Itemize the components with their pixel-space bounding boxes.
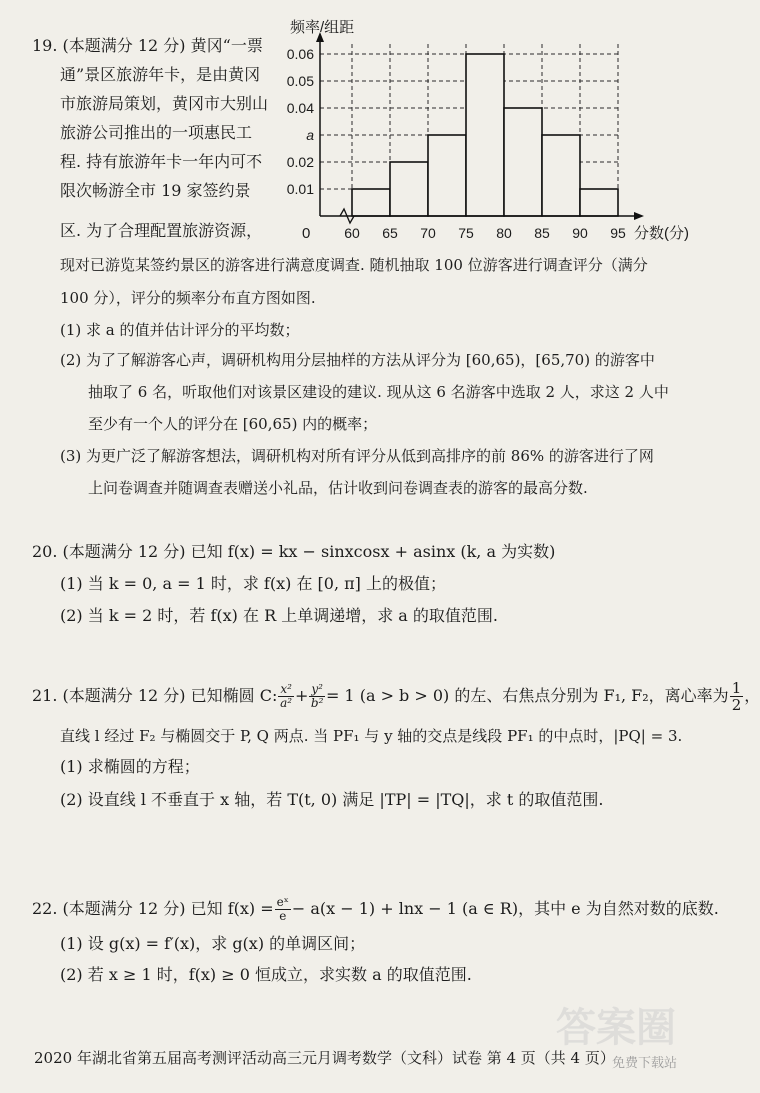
page-footer: 2020 年湖北省第五届高考测评活动高三元月调考数学（文科）试卷 第 4 页（共 4 页） — [34, 1049, 615, 1067]
q20-sub2: (2) 当 k = 2 时，若 f(x) 在 R 上单调递增，求 a 的取值范围. — [60, 606, 498, 625]
q21-frac-y — [309, 683, 325, 710]
q19-sub2-line: 至少有一个人的评分在 [60,65) 内的概率； — [88, 415, 378, 433]
frac-numerator: eˣ — [276, 895, 289, 909]
q19-line: 旅游公司推出的一项惠民工 — [60, 123, 253, 142]
frac-numerator: 1 — [731, 679, 742, 697]
q19-line: 100 分），评分的频率分布直方图如图. — [60, 289, 316, 307]
q22-head-b: − a(x − 1) + lnx − 1 (a ∈ R)，其中 e 为自然对数的底数. — [291, 899, 719, 918]
q19-line: 通”景区旅游年卡，是由黄冈 — [60, 65, 261, 84]
frac-numerator: y² — [311, 682, 323, 696]
y-tick-label: a — [306, 127, 314, 143]
y-tick-label: 0.04 — [286, 100, 314, 116]
q21-sub1: (1) 求椭圆的方程； — [60, 757, 200, 776]
q20-head: 20. (本题满分 12 分) 已知 f(x) = kx − sinxcosx + asinx (k, a 为实数) — [32, 542, 556, 561]
histogram-bar — [390, 162, 428, 216]
frac-denominator: 2 — [731, 696, 742, 714]
histogram-bar — [466, 54, 504, 216]
q21-comma: ， — [744, 686, 760, 705]
watermark-logo: 答案圈 — [556, 1006, 676, 1050]
origin-label: 0 — [302, 225, 311, 242]
q19-line: 市旅游局策划，黄冈市大别山 — [60, 94, 269, 113]
q19-line: 现对已游览某签约景区的游客进行满意度调查. 随机抽取 100 位游客进行调查评分（满分 — [60, 256, 648, 274]
q22-frac — [275, 896, 291, 923]
histogram-bar — [504, 108, 542, 216]
q19-sub3-line: 上问卷调查并随调查表赠送小礼品，估计收到问卷调查表的游客的最高分数. — [88, 479, 588, 497]
y-tick-label: 0.02 — [286, 154, 314, 170]
frac-denominator: e — [279, 909, 287, 923]
y-tick-label: 0.06 — [286, 46, 314, 62]
histogram-bar — [542, 135, 580, 216]
y-tick-label: 0.01 — [286, 181, 314, 197]
q19-line: 区. 为了合理配置旅游资源， — [60, 221, 263, 240]
y-axis-label: 频率/组距 — [290, 19, 355, 36]
x-tick-label: 95 — [610, 225, 626, 241]
q21-head-a: 21. (本题满分 12 分) 已知椭圆 C: — [32, 686, 278, 705]
x-axis-unit-label: 分数(分) — [634, 225, 689, 242]
x-tick-label: 60 — [344, 225, 360, 241]
histogram-bar — [428, 135, 466, 216]
histogram-bar — [352, 189, 390, 216]
q22-head-a: 22. (本题满分 12 分) 已知 f(x) = — [32, 899, 274, 918]
q19-line: 限次畅游全市 19 家签约景 — [60, 181, 251, 200]
q22-sub2: (2) 若 x ≥ 1 时，f(x) ≥ 0 恒成立，求实数 a 的取值范围. — [60, 965, 472, 984]
x-tick-label: 70 — [420, 225, 436, 241]
q19-line: 程. 持有旅游年卡一年内可不 — [60, 152, 263, 171]
q20-sub1: (1) 当 k = 0, a = 1 时，求 f(x) 在 [0, π] 上的极值； — [60, 574, 446, 593]
histogram-bar — [580, 189, 618, 216]
x-tick-label: 85 — [534, 225, 550, 241]
q19-line: 19. (本题满分 12 分) 黄冈“一票 — [32, 36, 263, 55]
q21-plus: + — [294, 686, 309, 705]
q19-sub2-line: 抽取了 6 名，听取他们对该景区建设的建议. 现从这 6 名游客中选取 2 人，求这 2 人中 — [88, 383, 669, 401]
q19-sub1: (1) 求 a 的值并估计评分的平均数； — [60, 321, 300, 339]
x-tick-labels — [344, 225, 626, 241]
x-axis-arrow — [634, 212, 644, 220]
q22-sub1: (1) 设 g(x) = f′(x)，求 g(x) 的单调区间； — [60, 934, 366, 953]
watermark-site: 免费下载站 — [612, 1055, 678, 1070]
x-tick-label: 75 — [458, 225, 474, 241]
frac-denominator: a² — [280, 696, 293, 710]
q22-head — [32, 896, 719, 923]
q21-head — [32, 680, 760, 713]
q19-sub2-line: (2) 为了了解游客心声，调研机构用分层抽样的方法从评分为 [60,65)，[65,70) 的游客中 — [60, 351, 655, 369]
x-tick-label: 90 — [572, 225, 588, 241]
q21-head-b: = 1 (a > b > 0) 的左、右焦点分别为 F₁, F₂，离心率为 — [325, 686, 729, 705]
x-tick-label: 80 — [496, 225, 512, 241]
frac-denominator: b² — [310, 696, 324, 710]
x-tick-label: 65 — [382, 225, 398, 241]
q21-line2: 直线 l 经过 F₂ 与椭圆交于 P, Q 两点. 当 PF₁ 与 y 轴的交点是线段 PF₁ 的中点时，|PQ| = 3. — [60, 727, 683, 745]
frequency-histogram — [276, 18, 720, 244]
q21-frac-e — [730, 680, 744, 713]
y-tick-labels — [287, 46, 314, 197]
q21-frac-x — [278, 683, 294, 710]
q21-sub2: (2) 设直线 l 不垂直于 x 轴，若 T(t, 0) 满足 |TP| = |TQ|，求 t 的取值范围. — [60, 790, 604, 809]
frac-numerator: x² — [280, 682, 292, 696]
q19-sub3-line: (3) 为更广泛了解游客想法，调研机构对所有评分从低到高排序的前 86% 的游客进行了网 — [60, 447, 654, 465]
y-tick-label: 0.05 — [286, 73, 314, 89]
